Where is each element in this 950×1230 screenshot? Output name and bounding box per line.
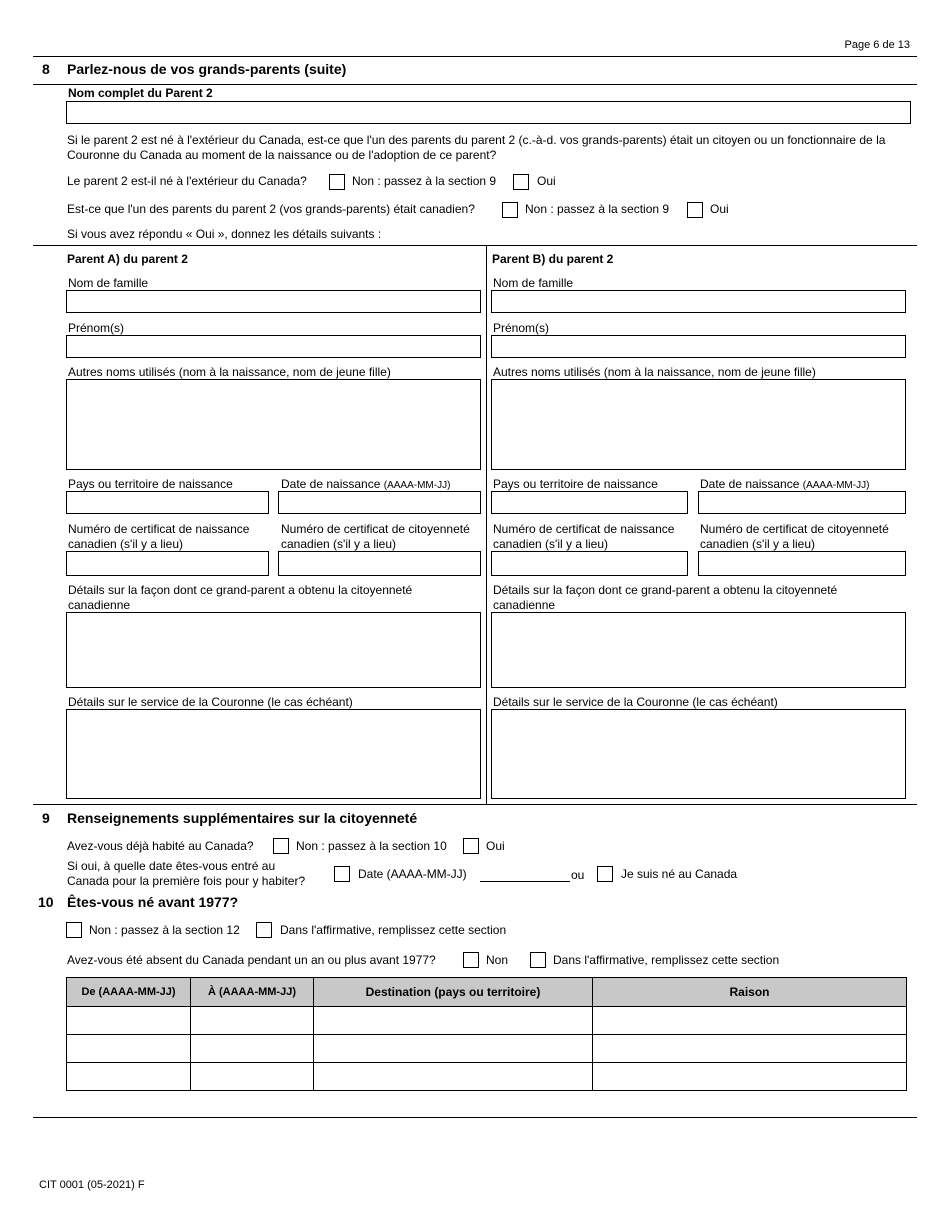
parent2-name-field[interactable] xyxy=(66,101,911,124)
s10-no-label: Non : passez à la section 12 xyxy=(89,923,240,937)
s9-q1-no-label: Non : passez à la section 10 xyxy=(296,839,447,853)
q-lived-in-canada: Avez-vous déjà habité au Canada? xyxy=(67,839,254,853)
from-cell[interactable] xyxy=(67,1063,191,1091)
parent-a-heading: Parent A) du parent 2 xyxy=(67,252,188,266)
from-cell[interactable] xyxy=(67,1007,191,1035)
parent-a-birth-date-field[interactable] xyxy=(278,491,481,514)
s9-q1-yes-label: Oui xyxy=(486,839,505,853)
s9-q1-no-checkbox[interactable] xyxy=(273,838,289,854)
s9-q1-yes-checkbox[interactable] xyxy=(463,838,479,854)
parent-a-birth-cert-label: Numéro de certificat de naissance canadien (s'il y a lieu) xyxy=(68,522,250,551)
parent-b-cit-cert-label: Numéro de certificat de citoyenneté canadien (s'il y a lieu) xyxy=(700,522,889,551)
parent-b-given-label: Prénom(s) xyxy=(493,321,550,335)
from-cell[interactable] xyxy=(67,1035,191,1063)
parent-a-surname-label: Nom de famille xyxy=(68,276,149,290)
parent-a-birth-cert-field[interactable] xyxy=(66,551,269,576)
section-9-number: 9 xyxy=(42,810,50,826)
parent-b-other-names-field[interactable] xyxy=(491,379,906,470)
parent-a-given-field[interactable] xyxy=(66,335,481,358)
parent-b-cit-cert-field[interactable] xyxy=(698,551,906,576)
parent-b-birth-cert-label: Numéro de certificat de naissance canadien (s'il y a lieu) xyxy=(493,522,675,551)
q2-yes-label: Oui xyxy=(710,202,729,216)
reason-cell[interactable] xyxy=(593,1007,907,1035)
details-intro: Si vous avez répondu « Oui », donnez les détails suivants : xyxy=(67,227,382,241)
header-rule xyxy=(33,56,917,57)
born-in-canada-checkbox[interactable] xyxy=(597,866,613,882)
q-first-entry-line2: Canada pour la première fois pour y habiter? xyxy=(67,874,306,888)
section-8-intro: Si le parent 2 est né à l'extérieur du Canada, est-ce que l'un des parents du parent 2 (c.-à-d. vos grands-parents) était un citoyen ou un fonctionnaire de la Couronne du Canada au moment de la naissance ou de l'adoption de ce parent? xyxy=(67,133,886,162)
or-label: ou xyxy=(571,868,585,882)
to-cell[interactable] xyxy=(191,1063,314,1091)
to-cell[interactable] xyxy=(191,1035,314,1063)
footer-rule xyxy=(33,1117,917,1118)
col-reason-header: Raison xyxy=(593,978,907,1007)
s10-yes-label: Dans l'affirmative, remplissez cette section xyxy=(280,923,507,937)
section-10-title: Êtes-vous né avant 1977? xyxy=(67,894,239,910)
parent-a-birth-country-field[interactable] xyxy=(66,491,269,514)
absent-yes-label: Dans l'affirmative, remplissez cette section xyxy=(553,953,780,967)
parent-a-given-label: Prénom(s) xyxy=(68,321,125,335)
q1-no-label: Non : passez à la section 9 xyxy=(352,174,497,188)
table-row xyxy=(67,1007,907,1035)
to-cell[interactable] xyxy=(191,1007,314,1035)
s10-no-checkbox[interactable] xyxy=(66,922,82,938)
section-9-title: Renseignements supplémentaires sur la citoyenneté xyxy=(67,810,418,826)
entry-date-checkbox[interactable] xyxy=(334,866,350,882)
parent-b-birth-cert-field[interactable] xyxy=(491,551,688,576)
destination-cell[interactable] xyxy=(314,1063,593,1091)
page-number: Page 6 de 13 xyxy=(844,39,910,51)
q-parent2-born-outside: Le parent 2 est-il né à l'extérieur du Canada? xyxy=(67,174,307,188)
parent2-name-label: Nom complet du Parent 2 xyxy=(68,86,213,100)
section-10-number: 10 xyxy=(38,894,54,910)
absences-header-row xyxy=(67,978,907,1007)
q2-yes-checkbox[interactable] xyxy=(687,202,703,218)
parent-a-how-citizenship-label: Détails sur la façon dont ce grand-parent a obtenu la citoyenneté canadienne xyxy=(68,583,413,612)
q2-no-label: Non : passez à la section 9 xyxy=(525,202,670,216)
section-8-divider xyxy=(33,84,917,85)
q1-no-checkbox[interactable] xyxy=(329,174,345,190)
parent-b-how-citizenship-field[interactable] xyxy=(491,612,906,688)
absent-no-checkbox[interactable] xyxy=(463,952,479,968)
parent-b-date-format: (AAAA-MM-JJ) xyxy=(802,480,870,491)
parent-b-given-field[interactable] xyxy=(491,335,906,358)
parent-a-how-citizenship-field[interactable] xyxy=(66,612,481,688)
parent-a-cit-cert-label: Numéro de certificat de citoyenneté canadien (s'il y a lieu) xyxy=(281,522,470,551)
entry-date-label: Date (AAAA-MM-JJ) xyxy=(358,867,467,881)
table-row xyxy=(67,1063,907,1091)
col-destination-header: Destination (pays ou territoire) xyxy=(314,978,593,1007)
absent-yes-checkbox[interactable] xyxy=(530,952,546,968)
parent-b-birth-date-field[interactable] xyxy=(698,491,906,514)
parent-b-surname-field[interactable] xyxy=(491,290,906,313)
entry-date-line[interactable] xyxy=(480,881,570,882)
parent-a-birth-date-text: Date de naissance xyxy=(281,477,381,491)
col-to-header: À (AAAA-MM-JJ) xyxy=(191,978,314,1007)
parent-b-birth-country-field[interactable] xyxy=(491,491,688,514)
parent-a-cit-cert-field[interactable] xyxy=(278,551,481,576)
parent-b-birth-date-text: Date de naissance xyxy=(700,477,800,491)
parent-a-birth-country-label: Pays ou territoire de naissance xyxy=(68,477,233,491)
parent-b-how-citizenship-label: Détails sur la façon dont ce grand-parent a obtenu la citoyenneté canadienne xyxy=(493,583,838,612)
col-from-header: De (AAAA-MM-JJ) xyxy=(67,978,191,1007)
q-grandparent-canadian: Est-ce que l'un des parents du parent 2 (vos grands-parents) était canadien? xyxy=(67,202,475,216)
parent-a-crown-service-field[interactable] xyxy=(66,709,481,799)
parent-a-other-names-label: Autres noms utilisés (nom à la naissance, nom de jeune fille) xyxy=(68,365,391,379)
form-code: CIT 0001 (05-2021) F xyxy=(39,1179,145,1191)
parent-b-birth-country-label: Pays ou territoire de naissance xyxy=(493,477,658,491)
parent-b-other-names-label: Autres noms utilisés (nom à la naissance, nom de jeune fille) xyxy=(493,365,816,379)
q1-yes-label: Oui xyxy=(537,174,556,188)
absent-no-label: Non xyxy=(486,953,509,967)
section-8-number: 8 xyxy=(42,61,50,77)
destination-cell[interactable] xyxy=(314,1007,593,1035)
absences-table xyxy=(66,977,907,1091)
parent-b-crown-service-label: Détails sur le service de la Couronne (le cas échéant) xyxy=(493,695,778,709)
reason-cell[interactable] xyxy=(593,1035,907,1063)
section-8-title: Parlez-nous de vos grands-parents (suite) xyxy=(67,61,347,77)
parent-a-date-format: (AAAA-MM-JJ) xyxy=(383,480,451,491)
parent-a-other-names-field[interactable] xyxy=(66,379,481,470)
destination-cell[interactable] xyxy=(314,1035,593,1063)
q1-yes-checkbox[interactable] xyxy=(513,174,529,190)
parent-a-surname-field[interactable] xyxy=(66,290,481,313)
parent-b-heading: Parent B) du parent 2 xyxy=(492,252,614,266)
q2-no-checkbox[interactable] xyxy=(502,202,518,218)
grandparents-center-rule xyxy=(486,245,487,804)
s10-yes-checkbox[interactable] xyxy=(256,922,272,938)
q-absent-before-1977: Avez-vous été absent du Canada pendant un an ou plus avant 1977? xyxy=(67,953,436,967)
parent-b-surname-label: Nom de famille xyxy=(493,276,574,290)
parent-a-crown-service-label: Détails sur le service de la Couronne (le cas échéant) xyxy=(68,695,353,709)
table-row xyxy=(67,1035,907,1063)
grandparents-bottom-rule xyxy=(33,804,917,805)
q-first-entry-line1: Si oui, à quelle date êtes-vous entré au xyxy=(67,859,276,873)
reason-cell[interactable] xyxy=(593,1063,907,1091)
parent-b-crown-service-field[interactable] xyxy=(491,709,906,799)
grandparents-top-rule xyxy=(33,245,917,246)
born-in-canada-label: Je suis né au Canada xyxy=(621,867,738,881)
